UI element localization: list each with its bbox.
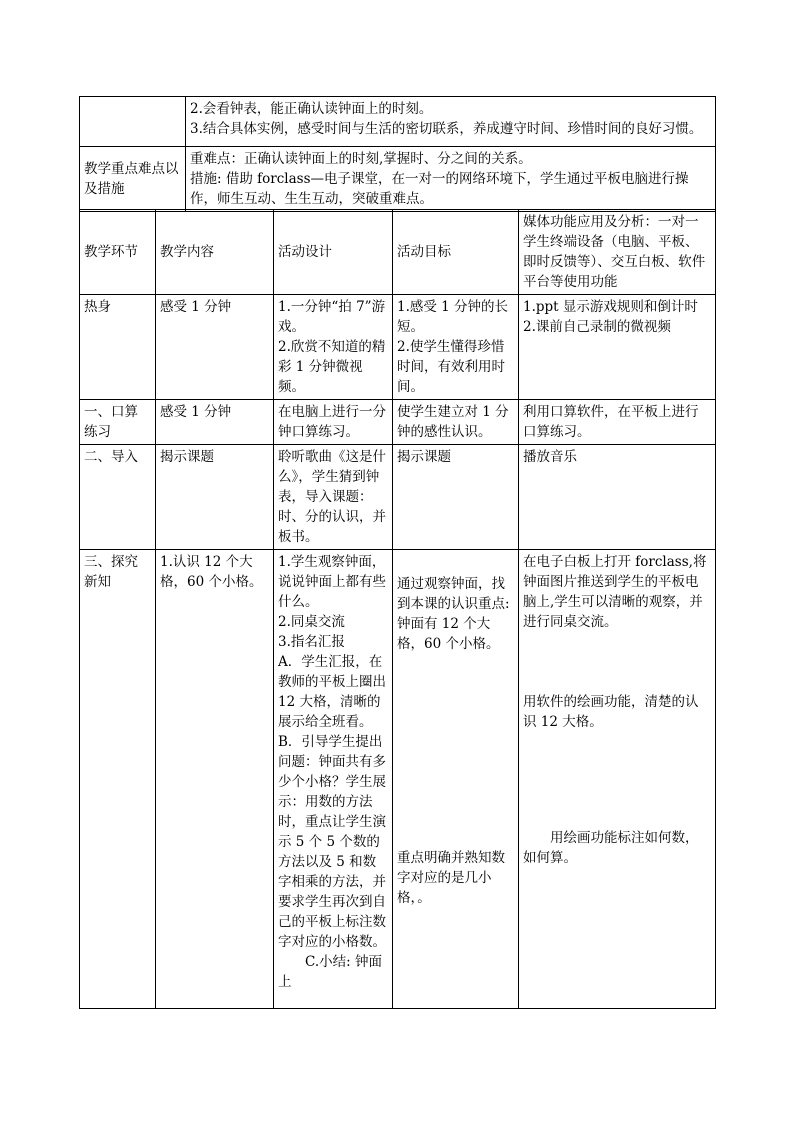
goal-line: 重点明确并熟知数字对应的是几小格，。 bbox=[397, 850, 505, 906]
stage-cell: 三、探究新知 bbox=[80, 550, 156, 1009]
row-label-cell bbox=[80, 97, 186, 147]
media-cell bbox=[519, 550, 716, 1009]
content-cell: 1.认识 12 个大格，60 个小格。 bbox=[156, 550, 274, 1009]
table-row bbox=[80, 97, 716, 147]
spacer bbox=[397, 552, 514, 572]
design-cell: 在电脑上进行一分钟口算练习。 bbox=[274, 400, 393, 445]
media-line: 1.ppt 显示游戏规则和倒计时 bbox=[523, 299, 698, 315]
table-row bbox=[80, 445, 716, 550]
media-line: 在电子白板上打开 forclass,将钟面图片推送到学生的平板电脑上,学生可以清晰的观察，并进行同桌交流。 bbox=[523, 554, 707, 630]
stage-cell: 二、导入 bbox=[80, 445, 156, 550]
design-line: 3.指名汇报 bbox=[278, 634, 345, 650]
stage-cell: 热身 bbox=[80, 295, 156, 400]
objectives-cell bbox=[186, 97, 716, 147]
goal-cell bbox=[393, 550, 519, 1009]
media-line: 用绘画功能标注如何数，如何算。 bbox=[523, 830, 699, 866]
goal-line: 通过观察钟面，找到本课的认识重点: 钟面有 12 个大格，60 个小格。 bbox=[397, 576, 510, 652]
objectives-table bbox=[79, 96, 716, 212]
header-goal: 活动目标 bbox=[393, 210, 519, 295]
measure-line: 措施: 借助 forclass—电子课堂，在一对一的网络环境下，学生通过平板电脑进行操作，师生互动、生生互动，突破重难点。 bbox=[190, 171, 689, 207]
header-content: 教学内容 bbox=[156, 210, 274, 295]
table-row bbox=[80, 147, 716, 212]
design-cell bbox=[274, 550, 393, 1009]
design-line: C.小结: 钟面上 bbox=[278, 954, 382, 990]
key-point-line: 重难点：正确认读钟面上的时刻,掌握时、分之间的关系。 bbox=[190, 151, 532, 167]
table-row bbox=[80, 295, 716, 400]
header-media: 媒体功能应用及分析：一对一学生终端设备（电脑、平板、即时反馈等）、交互白板、软件平台等使用功能 bbox=[519, 210, 716, 295]
goal-cell bbox=[393, 295, 519, 400]
media-line: 2.课前自己录制的微视频 bbox=[523, 319, 671, 335]
media-line: 用软件的绘画功能，清楚的认识 12 大格。 bbox=[523, 694, 699, 730]
goal-line: 1.感受 1 分钟的长短。 bbox=[397, 299, 509, 335]
content-cell: 感受 1 分钟 bbox=[156, 295, 274, 400]
objective-line: 3.结合具体实例，感受时间与生活的密切联系，养成遵守时间、珍惜时间的良好习惯。 bbox=[190, 121, 703, 137]
design-line: 1.学生观察钟面，说说钟面上都有些什么。 bbox=[278, 554, 386, 610]
header-design: 活动设计 bbox=[274, 210, 393, 295]
design-cell bbox=[274, 295, 393, 400]
design-line: 2.同桌交流 bbox=[278, 614, 345, 630]
content-cell: 感受 1 分钟 bbox=[156, 400, 274, 445]
media-cell: 播放音乐 bbox=[519, 445, 716, 550]
header-row bbox=[80, 210, 716, 295]
teaching-process-table bbox=[79, 209, 716, 1009]
design-line: A．学生汇报，在教师的平板上圈出 12 大格，清晰的展示给全班看。 bbox=[278, 654, 386, 730]
design-line: B．引导学生提出问题：钟面共有多少个小格？学生展示：用数的方法时，重点让学生演示 5 个 5 个数的方法以及 5 和数字相乘的方法，并要求学生再次到自己的平板上标注数字对应的小格数。 bbox=[278, 734, 386, 950]
stage-cell: 一、口算练习 bbox=[80, 400, 156, 445]
header-stage: 教学环节 bbox=[80, 210, 156, 295]
content-cell: 揭示课题 bbox=[156, 445, 274, 550]
objective-line: 2.会看钟表，能正确认读钟面上的时刻。 bbox=[190, 101, 433, 117]
key-points-cell bbox=[186, 147, 716, 212]
key-points-label: 教学重点难点以及措施 bbox=[80, 147, 186, 212]
media-cell bbox=[519, 295, 716, 400]
goal-cell: 使学生建立对 1 分钟的感性认识。 bbox=[393, 400, 519, 445]
design-line: 2.欣赏不知道的精彩 1 分钟微视频。 bbox=[278, 339, 386, 395]
design-line: 1.一分钟“拍 7”游戏。 bbox=[278, 299, 386, 335]
table-row bbox=[80, 550, 716, 1009]
design-cell: 聆听歌曲《这是什么》，学生猜到钟表，导入课题：时、分的认识，并板书。 bbox=[274, 445, 393, 550]
goal-line: 2.使学生懂得珍惜时间，有效利用时间。 bbox=[397, 339, 505, 395]
media-cell: 利用口算软件，在平板上进行口算练习。 bbox=[519, 400, 716, 445]
table-row bbox=[80, 400, 716, 445]
goal-cell: 揭示课题 bbox=[393, 445, 519, 550]
